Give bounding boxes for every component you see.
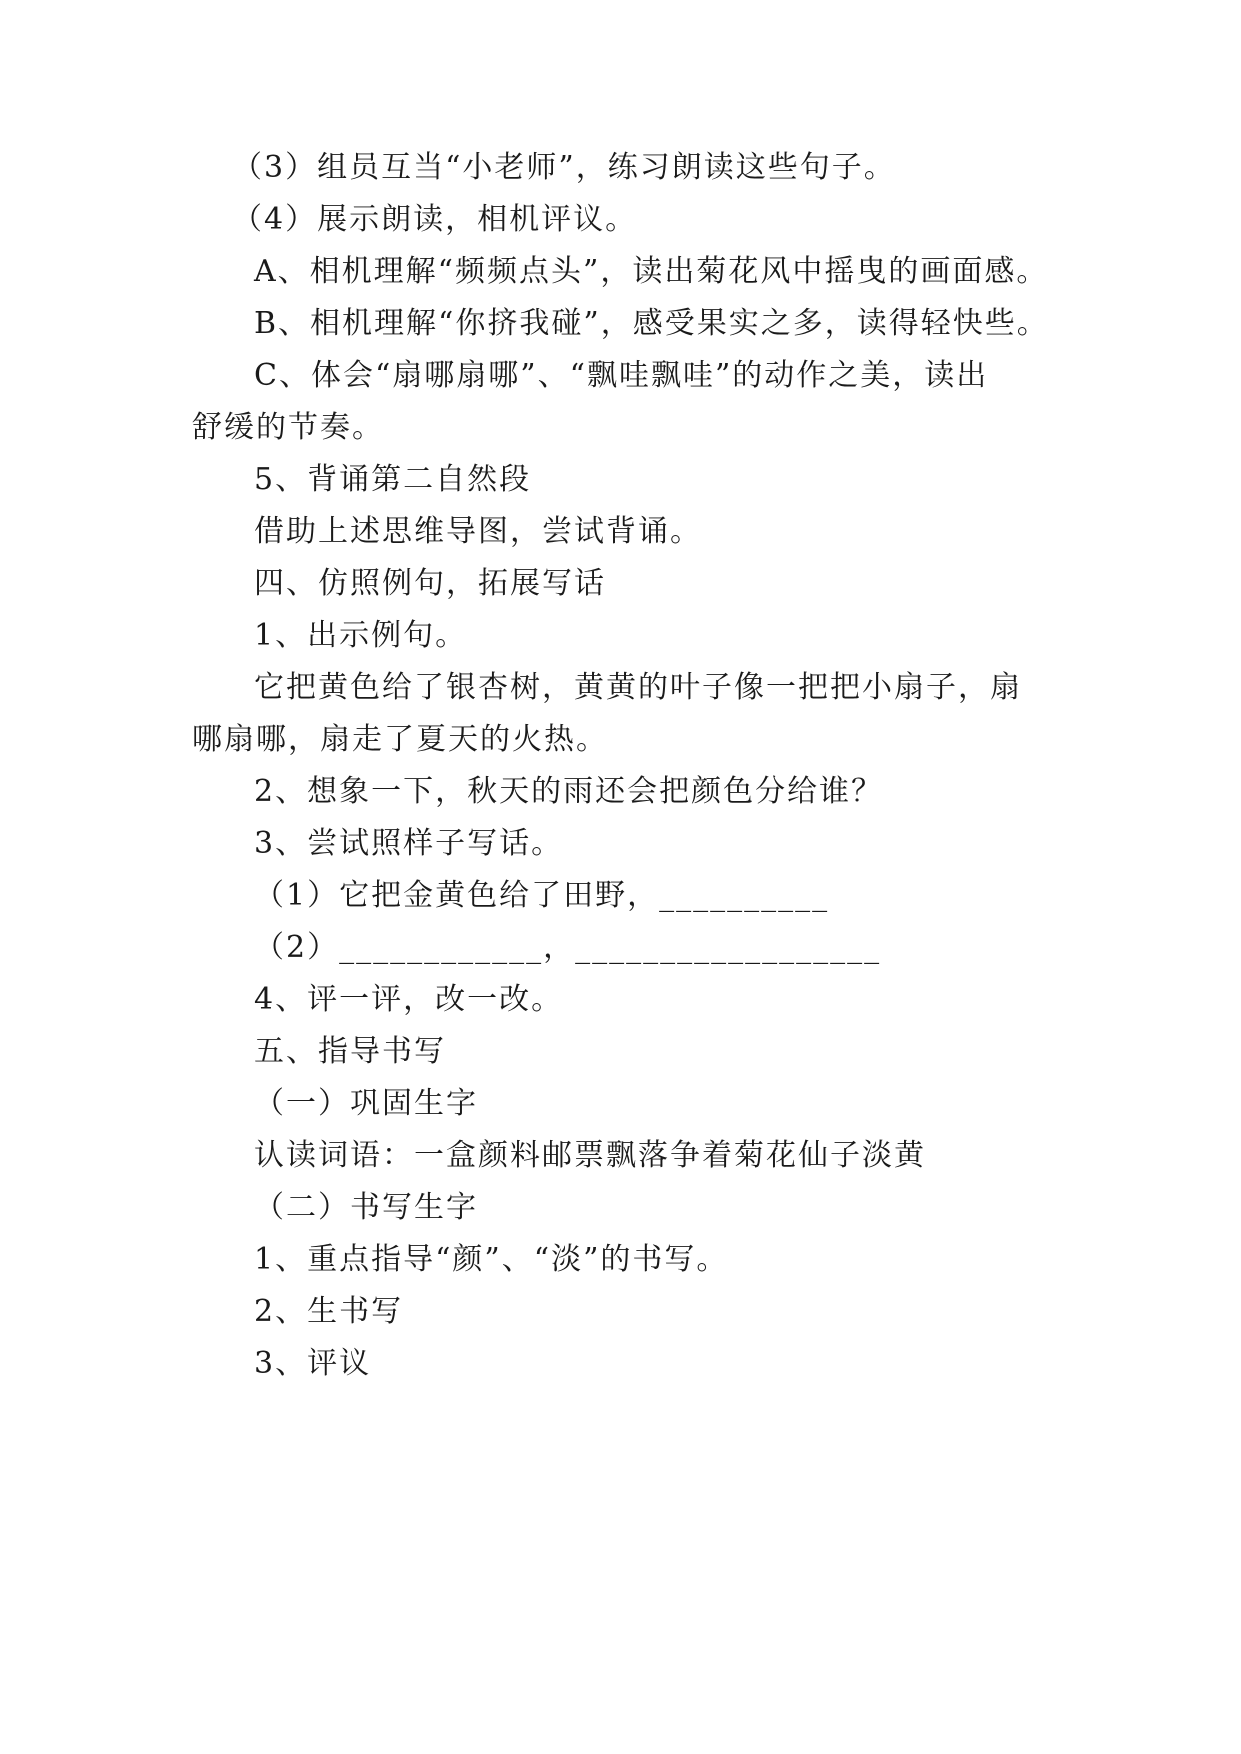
text-line: （4）展示朗读，相机评议。	[232, 202, 638, 237]
text-line: （1）它把金黄色给了田野，__________	[254, 878, 830, 913]
text-line: 5、背诵第二自然段	[254, 462, 532, 497]
text-line: 1、出示例句。	[254, 618, 468, 653]
text-line: （3）组员互当“小老师”，练习朗读这些句子。	[232, 150, 896, 185]
text-line: 2、生书写	[254, 1294, 404, 1329]
text-line: 它把黄色给了银杏树，黄黄的叶子像一把把小扇子，扇	[254, 670, 1022, 705]
text-line: 4、评一评，改一改。	[254, 982, 564, 1017]
text-line: 认读词语：一盒颜料邮票飘落争着菊花仙子淡黄	[254, 1138, 926, 1173]
text-line: 借助上述思维导图，尝试背诵。	[254, 514, 702, 549]
text-line: 3、评议	[254, 1346, 372, 1381]
section-heading: 五、指导书写	[254, 1034, 446, 1069]
text-line: （2）____________，__________________	[254, 930, 882, 965]
text-line: 1、重点指导“颜”、“淡”的书写。	[254, 1242, 729, 1277]
text-line: 哪扇哪，扇走了夏天的火热。	[192, 722, 608, 757]
text-line: （二）书写生字	[254, 1190, 478, 1225]
text-line: B、相机理解“你挤我碰”，感受果实之多，读得轻快些。	[254, 306, 1049, 341]
text-line: 3、尝试照样子写话。	[254, 826, 564, 861]
text-line: C、体会“扇哪扇哪”、“飘哇飘哇”的动作之美，读出	[254, 358, 989, 393]
text-line: 2、想象一下，秋天的雨还会把颜色分给谁？	[254, 774, 884, 809]
text-line: A、相机理解“频频点头”，读出菊花风中摇曳的画面感。	[254, 254, 1049, 289]
section-heading: 四、仿照例句，拓展写话	[254, 566, 606, 601]
text-line: （一）巩固生字	[254, 1086, 478, 1121]
text-line: 舒缓的节奏。	[192, 410, 384, 445]
